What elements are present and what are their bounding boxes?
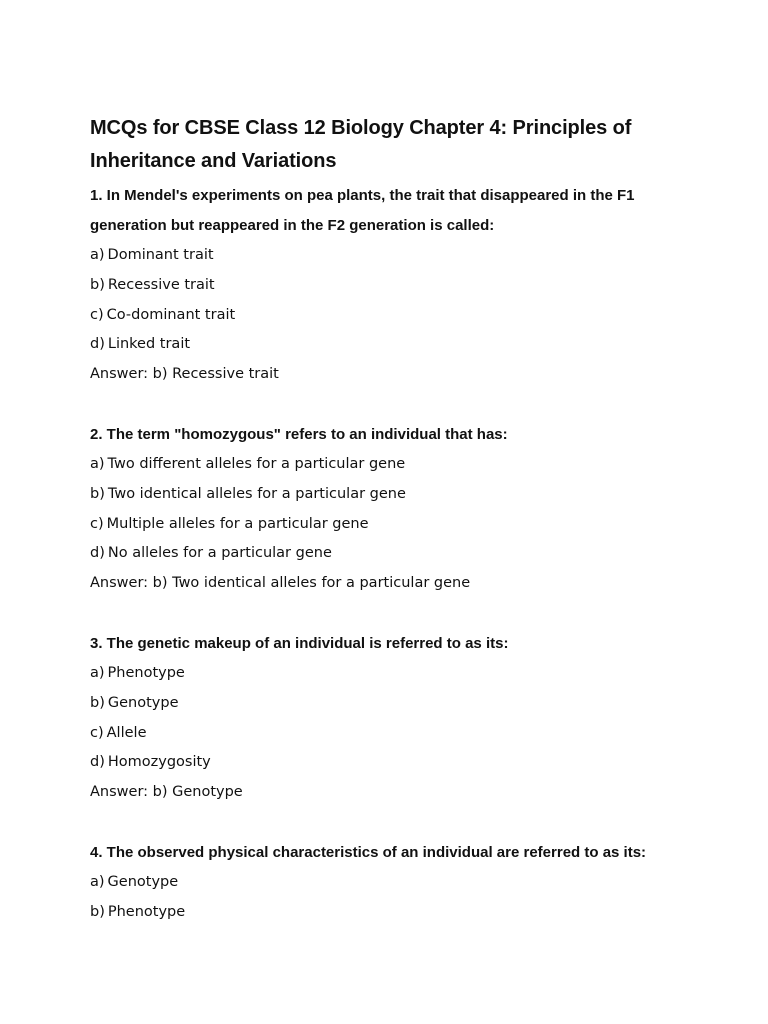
option-c <box>90 301 690 331</box>
option-b <box>90 480 690 510</box>
option-letter: c) <box>90 515 104 532</box>
option-d <box>90 539 690 569</box>
option-letter: b) <box>90 485 105 502</box>
option-letter: b) <box>90 694 105 711</box>
option-letter: d) <box>90 754 105 771</box>
option-text: Recessive trait <box>107 276 215 293</box>
document-title: MCQs for CBSE Class 12 Biology Chapter 4: Principles of Inheritance and Variations <box>90 117 632 172</box>
option-b <box>90 271 690 301</box>
option-letter: a) <box>90 247 105 263</box>
option-b <box>90 689 690 719</box>
question-text: 3. The genetic makeup of an individual is referred to as its: <box>90 634 509 652</box>
option-d <box>90 330 690 360</box>
option-text: Co-dominant trait <box>106 306 236 323</box>
option-letter: c) <box>90 724 104 741</box>
question-1 <box>90 181 690 390</box>
answer-text: Answer: b) Two identical alleles for a particular gene <box>90 575 471 592</box>
question-text: 1. In Mendel's experiments on pea plants, the trait that disappeared in the F1 generation but reappeared in the F2 generation is called: <box>90 187 635 234</box>
option-a <box>90 241 690 271</box>
question-spacer <box>90 390 690 420</box>
option-text: Dominant trait <box>107 247 214 263</box>
option-text: No alleles for a particular gene <box>107 545 332 562</box>
question-2 <box>90 420 690 599</box>
question-spacer <box>90 808 690 838</box>
question-spacer <box>90 599 690 629</box>
option-text: Homozygosity <box>107 754 211 771</box>
option-a <box>90 868 690 898</box>
answer-text: Answer: b) Recessive trait <box>90 366 279 383</box>
question-text: 4. The observed physical characteristics of an individual are referred to as its: <box>90 843 647 861</box>
option-text: Genotype <box>107 694 179 711</box>
option-text: Two different alleles for a particular gene <box>107 455 406 472</box>
option-a <box>90 450 690 480</box>
option-letter: d) <box>90 545 105 562</box>
option-letter: a) <box>90 664 105 681</box>
option-c <box>90 510 690 540</box>
answer-text: Answer: b) Genotype <box>90 784 243 801</box>
option-text: Genotype <box>107 873 179 890</box>
option-b <box>90 898 690 928</box>
option-d <box>90 748 690 778</box>
question-4 <box>90 838 690 928</box>
option-text: Allele <box>106 724 147 741</box>
option-letter: a) <box>90 455 105 472</box>
document-page <box>90 112 690 928</box>
option-text: Two identical alleles for a particular gene <box>107 485 406 502</box>
question-3 <box>90 629 690 808</box>
option-letter: b) <box>90 276 105 293</box>
option-text: Phenotype <box>107 903 186 920</box>
option-letter: c) <box>90 306 104 323</box>
option-text: Linked trait <box>107 336 191 353</box>
option-letter: b) <box>90 903 105 920</box>
question-text: 2. The term "homozygous" refers to an individual that has: <box>90 425 508 443</box>
option-text: Phenotype <box>107 664 185 681</box>
option-text: Multiple alleles for a particular gene <box>106 515 369 532</box>
option-letter: a) <box>90 873 105 890</box>
option-letter: d) <box>90 336 105 353</box>
option-c <box>90 719 690 749</box>
option-a <box>90 659 690 689</box>
